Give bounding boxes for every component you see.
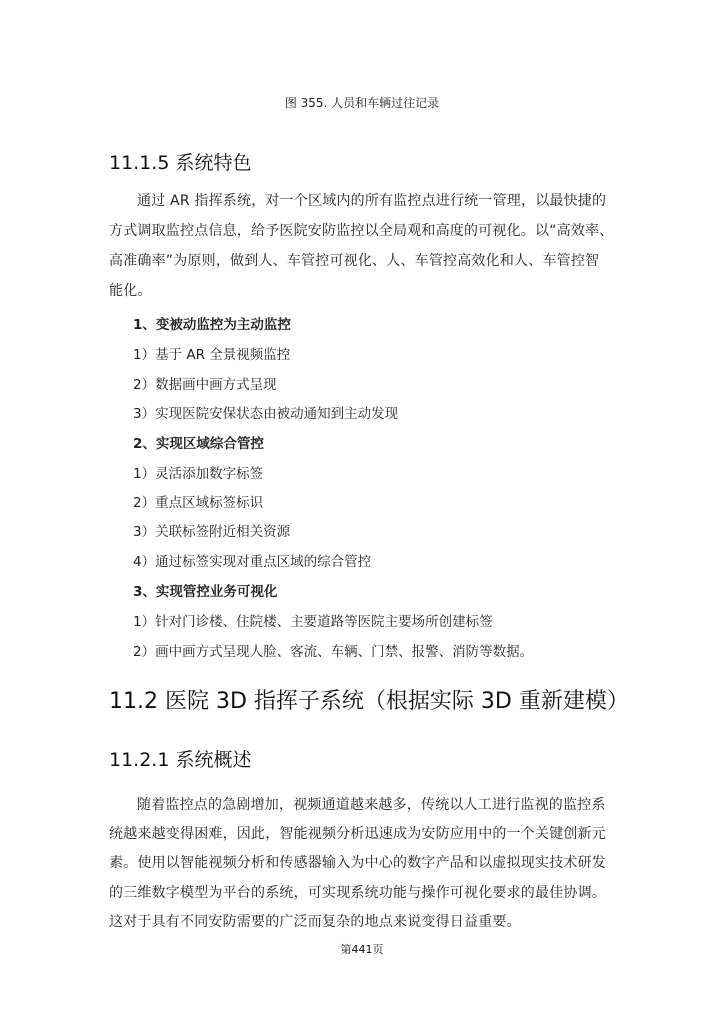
- feature-item: 2）重点区域标签标识: [133, 495, 264, 511]
- feature-item: 3）实现医院安保状态由被动通知到主动发现: [133, 406, 399, 422]
- page-number: 第441页: [340, 943, 384, 956]
- paragraph-line: 随着监控点的急剧增加，视频通道越来越多，传统以人工进行监视的监控系: [137, 797, 606, 813]
- paragraph-line: 的三维数字模型为平台的系统，可实现系统功能与操作可视化要求的最佳协调。: [109, 885, 606, 901]
- paragraph-line: 能化。: [109, 283, 152, 299]
- section-heading-11-1-5: 11.1.5 系统特色: [109, 152, 252, 174]
- paragraph-line: 方式调取监控点信息，给予医院安防监控以全局观和高度的可视化。以“高效率、: [109, 223, 614, 239]
- feature-item: 1）灵活添加数字标签: [133, 466, 264, 482]
- feature-item: 3）关联标签附近相关资源: [133, 524, 291, 540]
- paragraph-line: 素。使用以智能视频分析和传感器输入为中心的数字产品和以虚拟现实技术研发: [109, 855, 606, 871]
- section-heading-11-2-1: 11.2.1 系统概述: [109, 749, 252, 771]
- paragraph-line: 高准确率”为原则，做到人、车管控可视化、人、车管控高效化和人、车管控智: [109, 253, 600, 269]
- feature-group-title: 2、实现区域综合管控: [133, 436, 264, 452]
- figure-caption: 图 355. 人员和车辆过往记录: [284, 96, 440, 110]
- paragraph-line: 统越来越变得困难，因此，智能视频分析迅速成为安防应用中的一个关键创新元: [109, 826, 606, 842]
- feature-group-title: 3、实现管控业务可视化: [133, 584, 278, 600]
- feature-item: 1）基于 AR 全景视频监控: [133, 347, 291, 363]
- feature-item: 4）通过标签实现对重点区域的综合管控: [133, 554, 372, 570]
- feature-item: 2）数据画中画方式呈现: [133, 377, 277, 393]
- section-heading-11-2: 11.2 医院 3D 指挥子系统（根据实际 3D 重新建模）: [109, 689, 629, 714]
- paragraph-line: 通过 AR 指挥系统，对一个区域内的所有监控点进行统一管理，以最快捷的: [137, 193, 607, 209]
- feature-group-title: 1、变被动监控为主动监控: [133, 317, 291, 333]
- feature-item: 1）针对门诊楼、住院楼、主要道路等医院主要场所创建标签: [133, 614, 493, 630]
- paragraph-line: 这对于具有不同安防需要的广泛而复杂的地点来说变得日益重要。: [109, 914, 521, 930]
- feature-item: 2）画中画方式呈现人脸、客流、车辆、门禁、报警、消防等数据。: [133, 644, 534, 660]
